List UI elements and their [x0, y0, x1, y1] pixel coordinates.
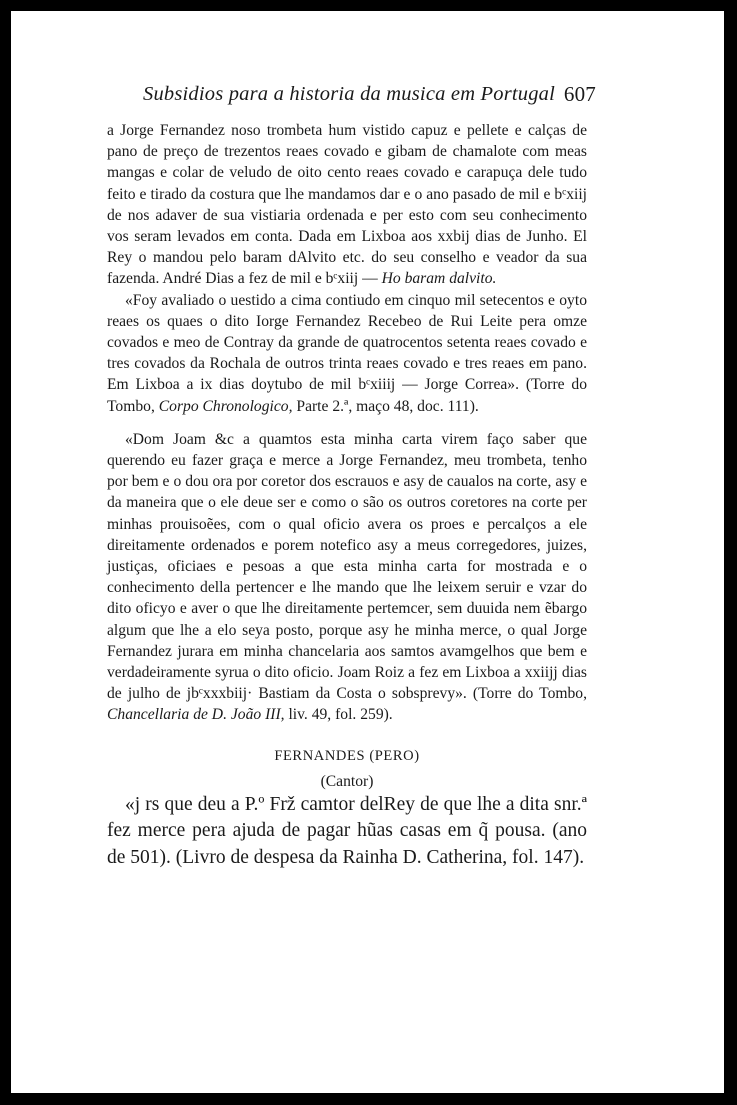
section-heading: FERNANDES (PERO) — [274, 747, 420, 764]
paragraph-1-text: a Jorge Fernandez noso trombeta hum vistido capuz e pellete e calças de pano de preço de trezentos reaes covado e gibam de chamalote com meas mangas e colar de veludo de oito cento reaes covado e carapuça dele tudo feito e tirado da costura que lhe mandamos dar e o ano pasado de mil e bᶜxiij de nos adaver de sua vistiaria ordenada e per esto com seu conhecimento vos seram levados em conta. Dada em Lixboa aos xxbij dias de Junho. El Rey o mandou pelo baram dAlvito etc. do seu conselho e veador da sua fazenda. André Dias a fez de mil e bᶜxiij — — [107, 122, 587, 288]
paragraph-3-text: «Dom Joam &c a quamtos esta minha carta virem faço saber que querendo eu fazer graça e merce a Jorge Fernandez, meu trombeta, tenho por bem e o dou ora por coretor dos escrauos e asy de caualos na corte, asy e da maneira que o ele deue ser e como o são os outros coretores na corte per minhas prouisoẽes, com o qual oficio avera os proes e percalços a ele direitamente ordenados e porem notefico asy a meus corregedores, juizes, justiças, oficiaes e pesoas a que esta minha carta for mostrada e o conhecimento della pertencer e lhe mando que lhe leixem seruir e vzar do dito oficyo e aver o que lhe direitamente pertemcer, sem duuida nem ẽbargo algum que lhe a elo seya posto, porque asy he minha merce, o qual Jorge Fernandez jurara em minha chancelaria aos samtos avamgelhos que bem e verdadeiramente syrua o dito oficio. Joam Roiz a fez em Lixboa a xxiijj dias de julho de jbᶜxxxbiij· Bastiam da Costa o sobsprevy». (Torre do Tombo, — [107, 430, 587, 703]
section-text: «j rs que deu a P.º Frž camtor delRey de que lhe a dita snr.ª fez merce pera ajuda de pagar hũas casas em q̃ pousa. (ano de 501). (Livro de despesa da Rainha D. Catherina, fol. 147). — [107, 793, 587, 868]
paragraph-3 — [107, 429, 587, 726]
section-subheading: (Cantor) — [320, 772, 374, 790]
page-body — [107, 120, 587, 871]
paragraph-2-end: Parte 2.ª, maço 48, doc. 111). — [296, 397, 479, 415]
paragraph-3-end: liv. 49, fol. 259). — [288, 706, 393, 724]
paragraph-2-text: «Foy avaliado o uestido a cima contiudo em cinquo mil setecentos e oyto reaes os quaes o dito Iorge Fernandez Recebeo de Rui Leite pera omze covados e meo de Contray da grande de quatrocentos setenta reaes covado e tres covados da Rochala de outros trinta reaes covado e tres reaes em pano. Em Lixboa a ix dias doytubo de mil bᶜxiiij — Jorge Correa». (Torre do Tombo, — [107, 291, 587, 415]
page — [11, 11, 724, 1093]
paragraph-1-signature: Ho baram dalvito. — [381, 270, 497, 288]
paragraph-3-source: Chancellaria de D. João III, — [107, 706, 285, 724]
header-title: Subsidios para a historia da musica em Portugal — [143, 83, 556, 105]
running-header — [143, 81, 596, 107]
paragraph-2 — [107, 290, 587, 417]
paragraph-2-source: Corpo Chronologico, — [158, 397, 293, 415]
page-number: 607 — [563, 82, 596, 106]
paragraph-1 — [107, 120, 587, 290]
